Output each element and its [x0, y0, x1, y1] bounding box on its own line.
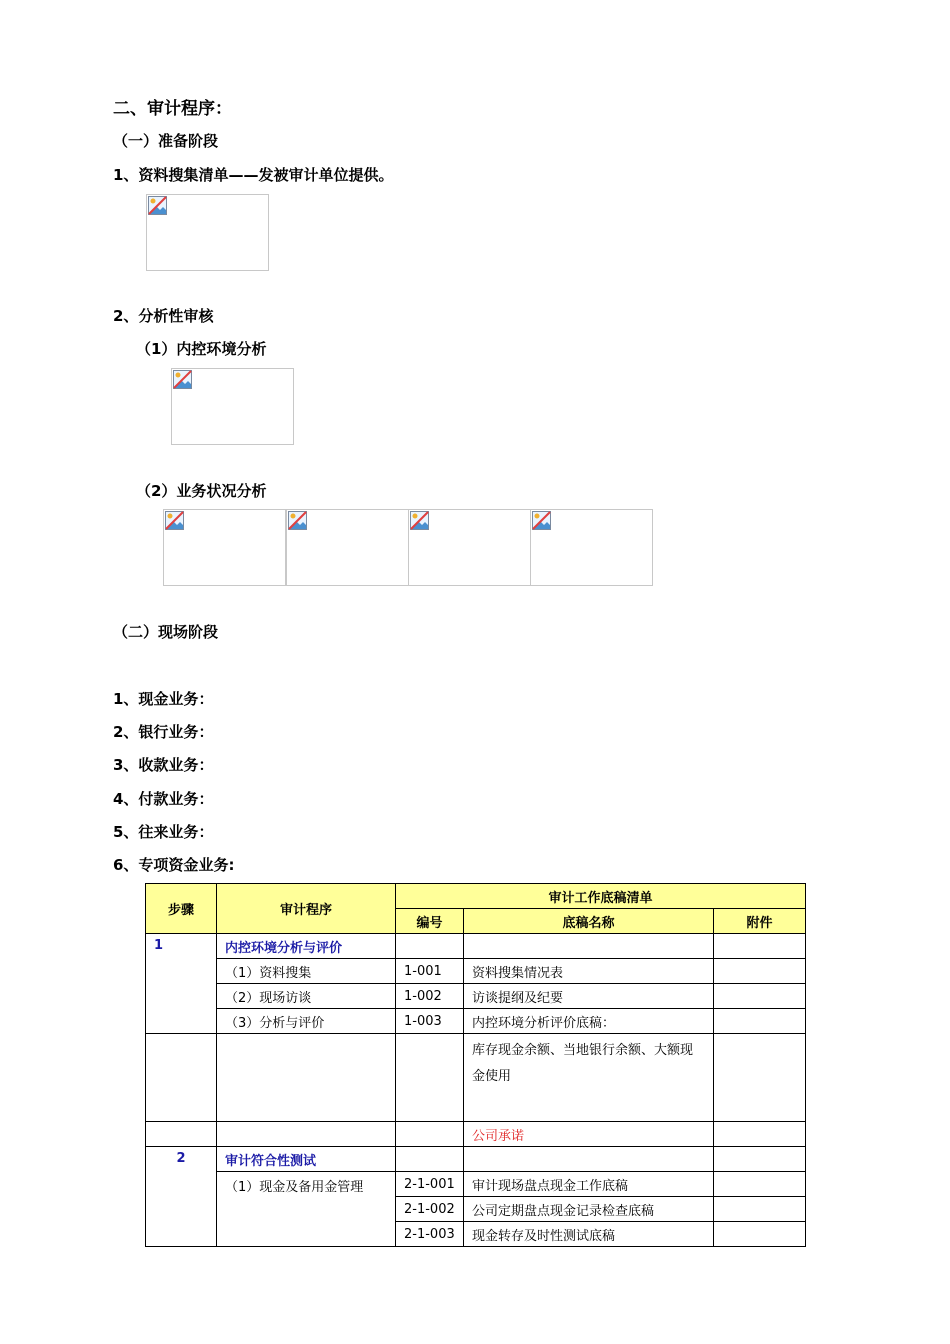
business-item: 6、专项资金业务: — [113, 856, 235, 874]
image-placeholder — [146, 194, 269, 271]
attachment-cell — [714, 1034, 806, 1122]
broken-image-icon — [147, 195, 169, 217]
table-row — [146, 1147, 806, 1172]
image-placeholder — [530, 509, 653, 586]
header-attachment: 附件 — [714, 909, 806, 934]
header-number: 编号 — [396, 909, 464, 934]
number-cell — [396, 1034, 464, 1122]
number-cell: 1-003 — [396, 1009, 464, 1034]
table-row — [146, 1122, 806, 1147]
name-cell: 访谈提纲及纪要 — [464, 984, 714, 1009]
item-2-heading: 2、分析性审核 — [113, 307, 214, 325]
prep-stage-heading: （一）准备阶段 — [113, 132, 219, 150]
image-placeholder — [408, 509, 531, 586]
table-row — [146, 934, 806, 959]
procedure-cell: 内控环境分析与评价 — [217, 934, 396, 959]
name-cell: 公司承诺 — [464, 1122, 714, 1147]
step-cell: 2 — [146, 1147, 217, 1247]
broken-image-icon — [164, 510, 186, 532]
name-cell: 资料搜集情况表 — [464, 959, 714, 984]
business-item: 1、现金业务： — [113, 690, 214, 708]
number-cell: 1-002 — [396, 984, 464, 1009]
image-placeholder — [163, 509, 286, 586]
sub-1-heading: （1）内控环境分析 — [136, 340, 267, 358]
image-placeholder — [286, 509, 409, 586]
procedure-cell: （2）现场访谈 — [217, 984, 396, 1009]
table-row — [146, 1172, 806, 1197]
item-1-heading: 1、资料搜集清单——发被审计单位提供。 — [113, 166, 394, 184]
procedure-cell: 审计符合性测试 — [217, 1147, 396, 1172]
procedure-cell — [217, 1122, 396, 1147]
number-cell: 2-1-001 — [396, 1172, 464, 1197]
business-item: 3、收款业务： — [113, 756, 214, 774]
attachment-cell — [714, 984, 806, 1009]
number-cell: 2-1-002 — [396, 1197, 464, 1222]
header-name: 底稿名称 — [464, 909, 714, 934]
name-cell: 公司定期盘点现金记录检查底稿 — [464, 1197, 714, 1222]
number-cell — [396, 934, 464, 959]
table-row — [146, 959, 806, 984]
procedure-cell: （3）分析与评价 — [217, 1009, 396, 1034]
table-row — [146, 984, 806, 1009]
image-placeholder — [171, 368, 294, 445]
attachment-cell — [714, 934, 806, 959]
attachment-cell — [714, 1122, 806, 1147]
number-cell: 1-001 — [396, 959, 464, 984]
sub-2-heading: （2）业务状况分析 — [136, 482, 267, 500]
broken-image-icon — [531, 510, 553, 532]
attachment-cell — [714, 1147, 806, 1172]
attachment-cell — [714, 959, 806, 984]
name-cell: 审计现场盘点现金工作底稿 — [464, 1172, 714, 1197]
name-cell: 现金转存及时性测试底稿 — [464, 1222, 714, 1247]
broken-image-icon — [287, 510, 309, 532]
attachment-cell — [714, 1197, 806, 1222]
section-heading: 二、审计程序： — [113, 99, 232, 119]
number-cell: 2-1-003 — [396, 1222, 464, 1247]
header-procedure: 审计程序 — [217, 884, 396, 934]
number-cell — [396, 1147, 464, 1172]
business-item: 4、付款业务： — [113, 790, 214, 808]
procedure-cell: （1）现金及备用金管理 — [217, 1172, 396, 1247]
broken-image-icon — [172, 369, 194, 391]
attachment-cell — [714, 1172, 806, 1197]
table-row — [146, 1009, 806, 1034]
step-cell: 1 — [146, 934, 217, 1034]
procedure-cell — [217, 1034, 396, 1122]
step-cell — [146, 1034, 217, 1122]
audit-worksheet-table — [145, 883, 806, 1247]
business-item: 2、银行业务： — [113, 723, 214, 741]
procedure-cell: （1）资料搜集 — [217, 959, 396, 984]
name-cell — [464, 1147, 714, 1172]
name-cell — [464, 934, 714, 959]
header-worksheet-group: 审计工作底稿清单 — [396, 884, 806, 909]
field-stage-heading: （二）现场阶段 — [113, 623, 219, 641]
table-row — [146, 1034, 806, 1122]
name-cell: 库存现金余额、当地银行余额、大额现金使用 — [464, 1034, 714, 1122]
attachment-cell — [714, 1222, 806, 1247]
header-step: 步骤 — [146, 884, 217, 934]
broken-image-icon — [409, 510, 431, 532]
business-item: 5、往来业务： — [113, 823, 214, 841]
number-cell — [396, 1122, 464, 1147]
name-cell: 内控环境分析评价底稿： — [464, 1009, 714, 1034]
step-cell — [146, 1122, 217, 1147]
attachment-cell — [714, 1009, 806, 1034]
